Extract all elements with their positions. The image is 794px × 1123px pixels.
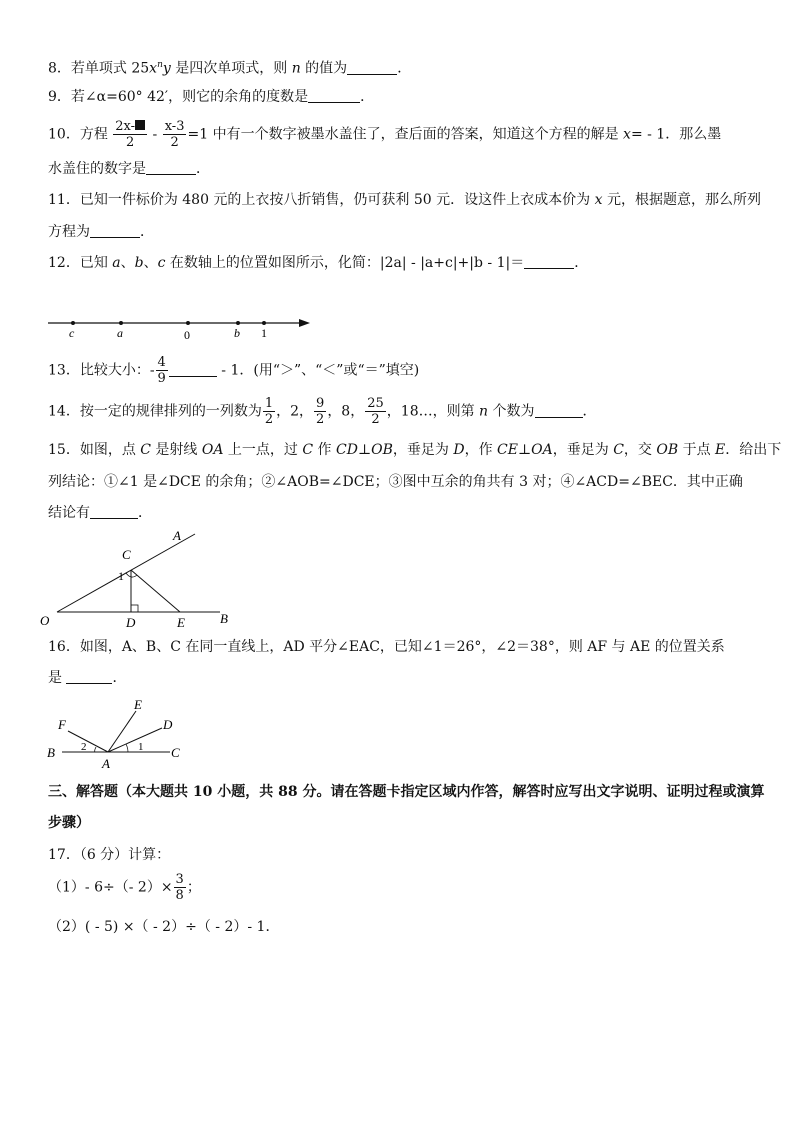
label-E: E [134,697,142,712]
right-angle-mark [131,605,138,612]
answer-blank [66,669,112,684]
question-8: 8．若单项式 $25x^ny$ 是四次单项式，则 n 的值为 ． [48,60,412,77]
label-0: 0 [184,328,190,342]
question-17-part1: （1）- 6÷（- 2）× $\frac{3}{8}$ ； [48,872,201,903]
answer-blank [146,160,196,175]
question-9: 9．若∠α=60° 42′，则它的余角的度数是 ． [48,89,375,105]
label-c: c [69,326,75,340]
question-16-line2: 是 ． [48,670,127,686]
label-O: O [40,613,50,628]
label-D: D [163,717,173,732]
question-11-line2: 方程为 ． [48,224,154,240]
answer-blank [524,254,574,269]
question-12: 12．已知 a、b、c 在数轴上的位置如图所示，化简：|2a| - |a+c|+|b - 1|＝ ． [48,255,589,271]
label-a: a [117,326,123,340]
answer-blank [90,223,140,238]
answer-blank [535,403,583,418]
question-10: 10．方程 $\frac{2x-}{2}$ - $\frac{x-3}{2}$ =1 中有一个数字被墨水盖住了，查后面的答案，知道这个方程的解是 x= - 1．那么墨 [48,119,722,150]
fraction: $\frac{25}{2}$ [367,396,384,427]
answer-blank [169,362,217,377]
label-C: C [171,745,180,760]
point-1 [262,321,266,325]
answer-blank [308,88,360,103]
fraction: $\frac{3}{8}$ [175,872,184,903]
label-D: D [126,615,136,630]
label-B: B [47,745,55,760]
point-b [236,321,240,325]
fraction: $\frac{2x-}{2}$ [113,119,147,150]
question-13: 13．比较大小：- $\frac{4}{9}$ - 1．(用“＞”、“＜”或“＝”填空) [48,355,420,386]
angle-2-arc [95,747,96,752]
angle-1-arc [126,744,128,752]
ray-AF [68,731,108,752]
fraction: $\frac{x-3}{2}$ [164,119,185,150]
label-B: B [220,611,228,626]
label-1: 1 [261,326,267,340]
ink-blot [135,120,145,130]
label-A: A [173,528,181,543]
question-15: 15．如图，点 C 是射线 OA 上一点，过 C 作 CD⊥OB，垂足为 D，作 CE⊥OA，垂足为 C，交 OB 于点 E．给出下 [48,442,782,458]
arrow-head-icon [299,319,310,327]
label-b: b [234,326,240,340]
question-15-line2: 列结论：①∠1 是∠DCE 的余角；②∠AOB=∠DCE；③图中互余的角共有 3 对；④∠ACD=∠BEC．其中正确 [48,474,743,490]
section-3-heading: 三、解答题（本大题共 10 小题，共 88 分。请在答题卡指定区域内作答，解答时应写出文字说明、证明过程或演算 [48,784,765,800]
point-a [119,321,123,325]
label-E: E [177,615,185,630]
question-17: 17．（6 分）计算： [48,847,171,863]
label-A: A [102,756,110,771]
label-F: F [58,717,66,732]
section-3-heading-line2: 步骤） [48,815,90,831]
label-angle-1: 1 [118,569,124,583]
label-angle-1: 1 [138,741,144,753]
answer-blank [347,60,397,75]
label-angle-2: 2 [81,741,87,753]
answer-blank [90,504,138,519]
fraction: $\frac{1}{2}$ [264,396,274,427]
label-C: C [122,547,131,562]
number-line-figure [40,312,320,342]
question-15-line3: 结论有 ． [48,505,152,521]
point-c [71,321,75,325]
question-11: 11．已知一件标价为 480 元的上衣按八折销售，仍可获利 50 元．设这件上衣成本价为 x 元，根据题意，那么所列 [48,192,761,208]
question-14: 14．按一定的规律排列的一列数为 $\frac{1}{2}$ ，2， $\frac{9}{2}$ ，8， $\frac{25}{2}$ ，18…，则第 n 个数为 ． [48,396,597,427]
question-10-line2: 水盖住的数字是 ． [48,161,210,177]
fraction: $\frac{4}{9}$ [157,355,166,386]
fraction: $\frac{9}{2}$ [316,396,325,427]
question-17-part2: （2）( - 5) ×（ - 2）÷（ - 2）- 1． [48,919,280,935]
geometry-figure-15 [40,522,250,632]
geometry-figure-16 [44,695,194,775]
point-0 [186,321,190,325]
question-16: 16．如图，A、B、C 在同一直线上，AD 平分∠EAC，已知∠1＝26°，∠2＝38°，则 AF 与 AE 的位置关系 [48,639,725,655]
